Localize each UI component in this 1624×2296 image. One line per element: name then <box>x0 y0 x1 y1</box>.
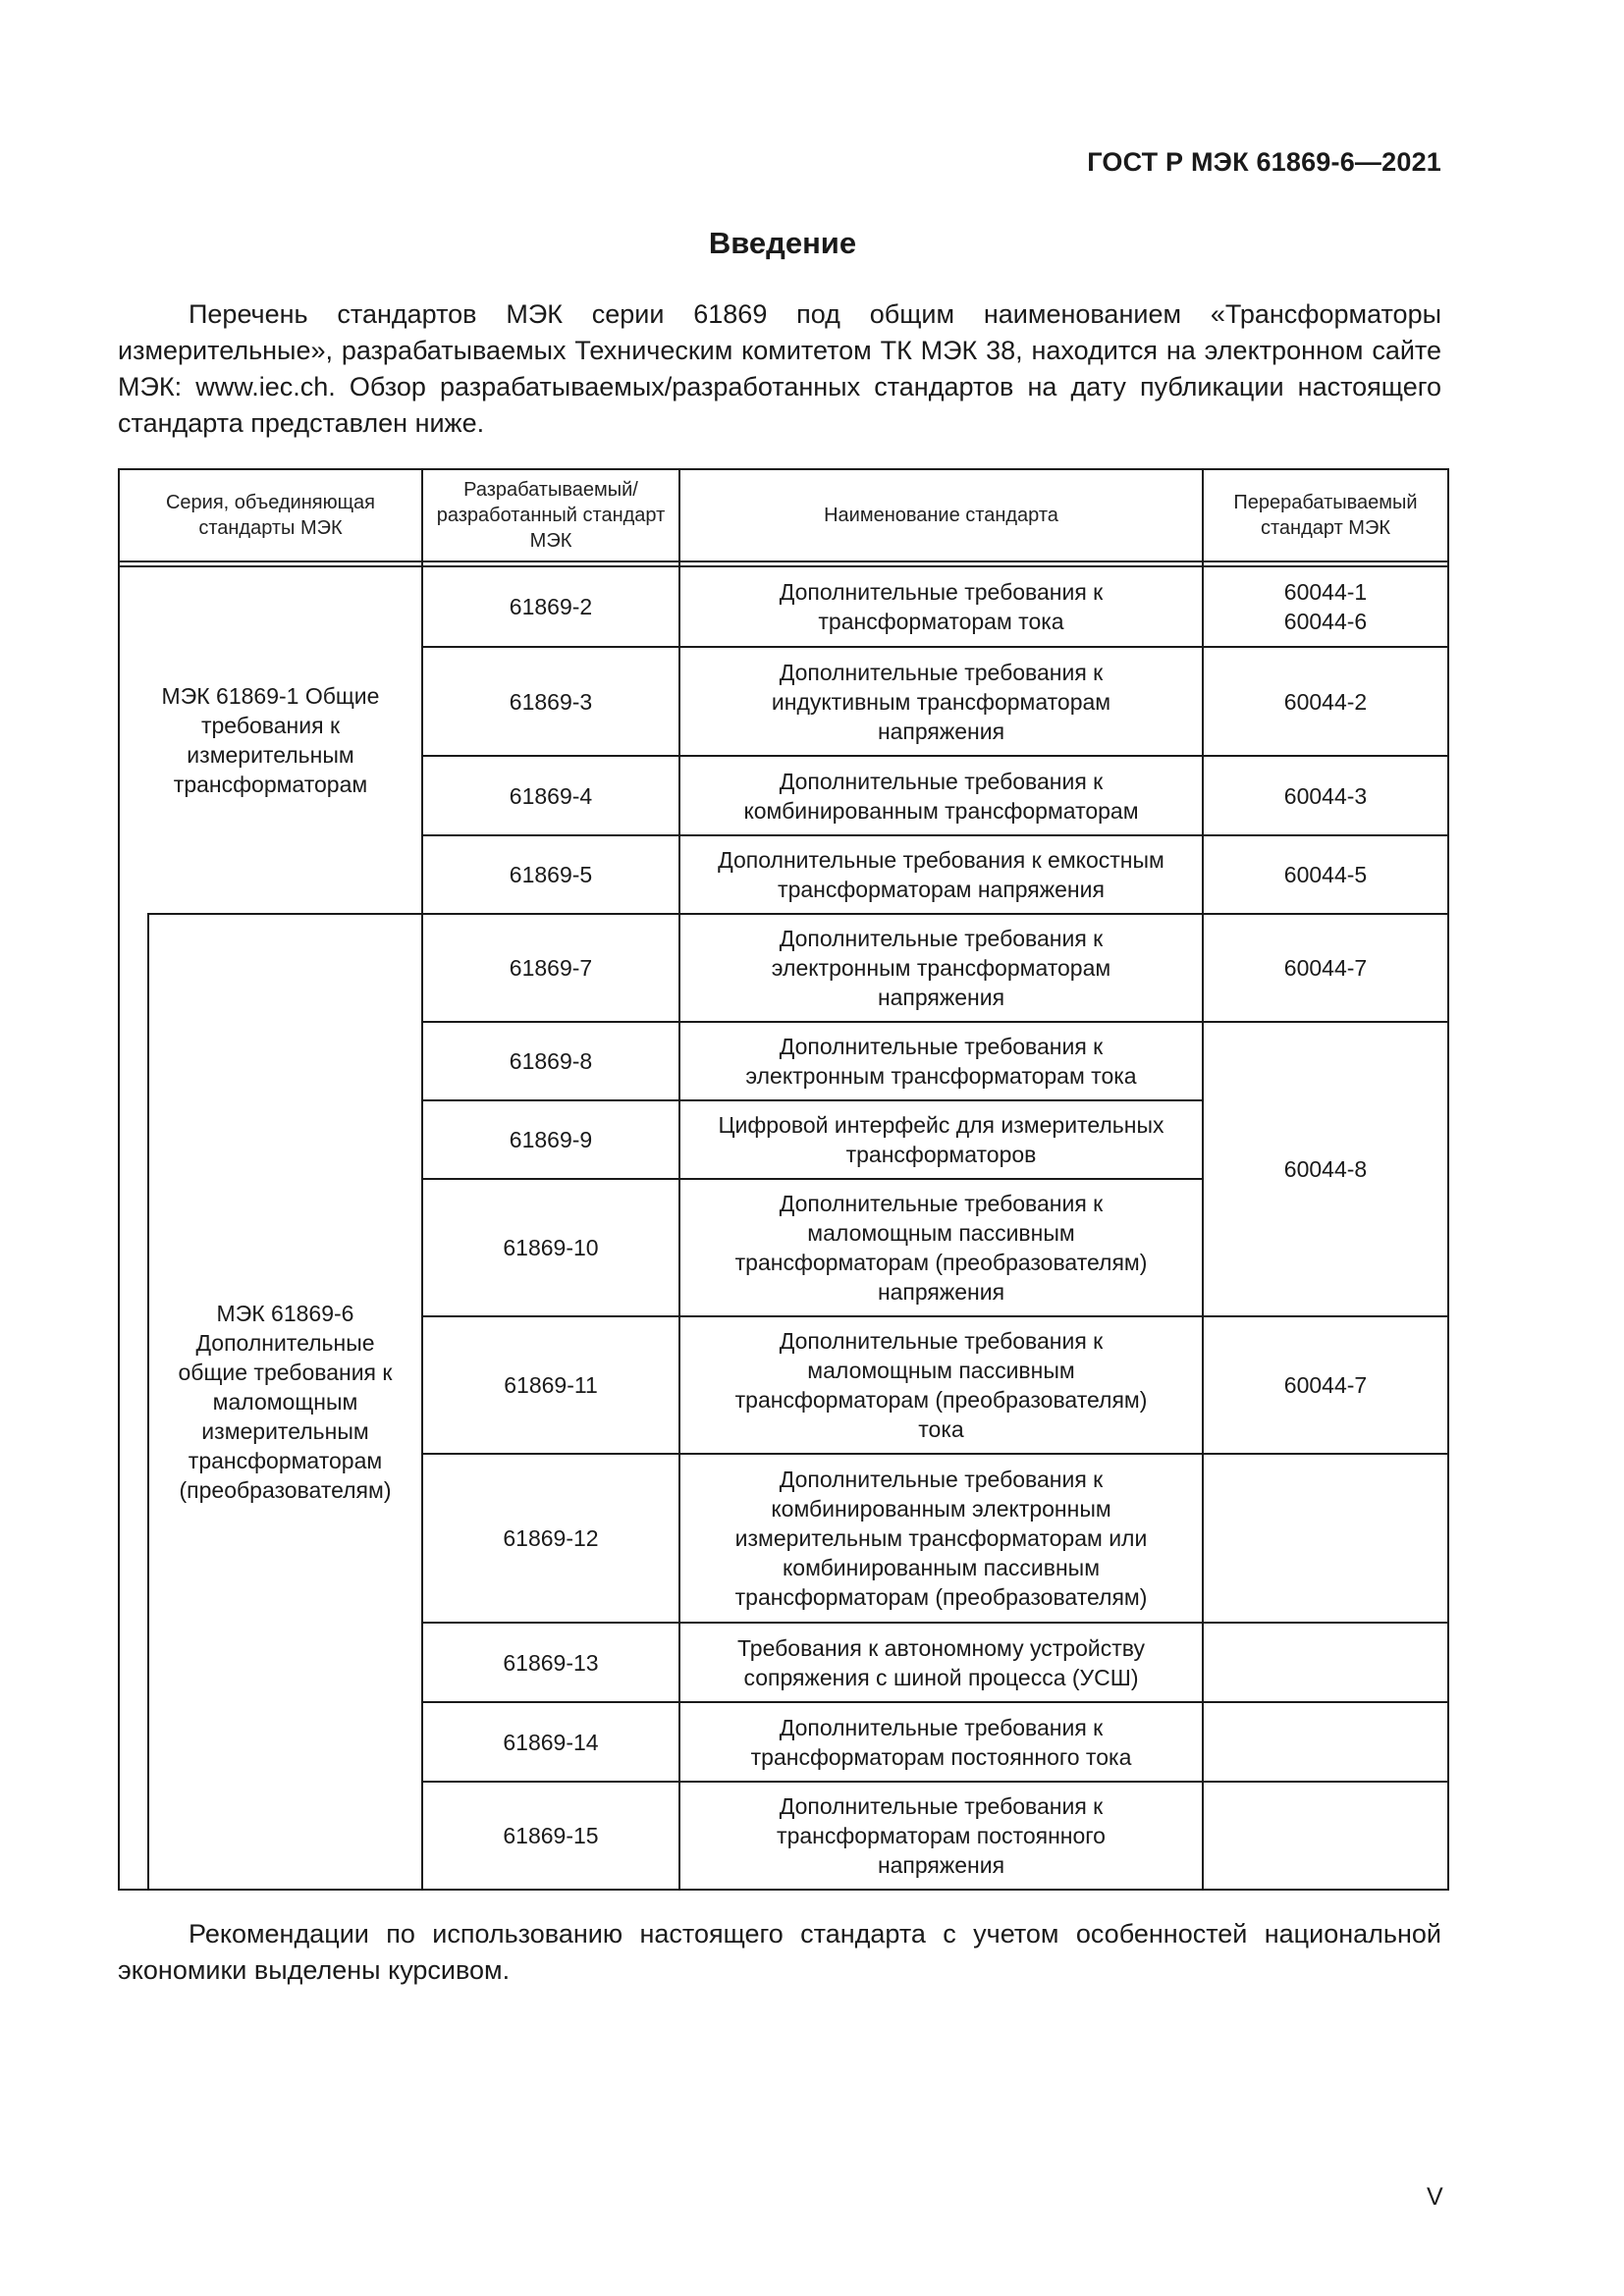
series-61869-6-text: МЭК 61869-6 Дополнительные общие требования к маломощным измерительным трансформаторам (преобразователям) <box>178 1301 393 1503</box>
row-std: 61869-4 <box>509 782 593 809</box>
row-revised: 60044-1 60044-6 <box>1283 579 1368 634</box>
row-name: Дополнительные требования к комбинированным электронным измерительным трансформаторам или комбинированным пассивным трансформаторам (преобразователям) <box>734 1467 1148 1610</box>
row-name: Дополнительные требования к трансформаторам постоянного тока <box>750 1714 1132 1770</box>
row-std: 61869-2 <box>509 594 593 619</box>
page-number: V <box>1427 2183 1443 2211</box>
row-std: 61869-10 <box>503 1235 599 1260</box>
row-revised: 60044-2 <box>1283 688 1368 715</box>
row-std: 61869-12 <box>503 1525 599 1551</box>
row-name: Дополнительные требования к маломощным пассивным трансформаторам (преобразователям) напряжения <box>734 1191 1148 1305</box>
row-name: Дополнительные требования к электронным трансформаторам тока <box>745 1034 1137 1089</box>
row-std: 61869-15 <box>503 1823 599 1848</box>
header-revised: Перерабатываемый стандарт МЭК <box>1233 492 1418 539</box>
row-revised: 60044-7 <box>1283 955 1368 981</box>
header-name: Наименование стандарта <box>824 505 1058 526</box>
row-std: 61869-9 <box>509 1127 593 1152</box>
row-name: Дополнительные требования к электронным трансформаторам напряжения <box>771 926 1111 1010</box>
intro-paragraph: Перечень стандартов МЭК серии 61869 под общим наименованием «Трансформаторы измерительные», разрабатываемых Техническим комитетом ТК МЭК 38, находится на электронном сайте МЭК: www.iec.ch. Обзор разрабатываемых/разработанных стандартов на дату публикации настоящего стандарта представлен ниже. <box>118 299 1441 438</box>
row-name: Требования к автономному устройству сопряжения с шиной процесса (УСШ) <box>737 1634 1145 1690</box>
header-series: Серия, объединяющая стандарты МЭК <box>165 492 376 539</box>
row-revised: 60044-5 <box>1283 862 1368 887</box>
row-name: Дополнительные требования к емкостным трансформаторам напряжения <box>718 847 1164 902</box>
row-std: 61869-7 <box>509 955 593 981</box>
outro-paragraph: Рекомендации по использованию настоящего стандарта с учетом особенностей национальной экономики выделены курсивом. <box>118 1919 1441 1985</box>
row-std: 61869-8 <box>509 1048 593 1074</box>
header-developed: Разрабатываемый/ разработанный стандарт МЭК <box>436 479 666 552</box>
page-title: Введение <box>708 226 857 260</box>
row-std: 61869-13 <box>503 1649 599 1676</box>
row-name: Дополнительные требования к трансформаторам постоянного напряжения <box>777 1793 1106 1878</box>
row-revised-merged: 60044-8 <box>1283 1156 1368 1182</box>
series-61869-6 <box>149 915 421 1889</box>
document-code: ГОСТ Р МЭК 61869-6—2021 <box>1087 147 1441 177</box>
row-std: 61869-11 <box>504 1372 598 1398</box>
row-name: Дополнительные требования к трансформаторам тока <box>779 579 1104 634</box>
row-revised: 60044-3 <box>1283 782 1368 809</box>
row-std: 61869-5 <box>509 862 593 887</box>
row-name: Цифровой интерфейс для измерительных трансформаторов <box>718 1112 1164 1167</box>
row-revised: 60044-7 <box>1283 1372 1368 1398</box>
row-name: Дополнительные требования к маломощным пассивным трансформаторам (преобразователям) тока <box>734 1328 1148 1442</box>
row-std: 61869-3 <box>509 688 593 715</box>
row-name: Дополнительные требования к индуктивным трансформаторам напряжения <box>771 659 1111 744</box>
row-name: Дополнительные требования к комбинированным трансформаторам <box>743 768 1139 824</box>
series-61869-1 <box>120 567 421 913</box>
row-std: 61869-14 <box>503 1729 599 1755</box>
series-61869-1-text: МЭК 61869-1 Общие требования к измерительным трансформаторам <box>161 683 380 797</box>
